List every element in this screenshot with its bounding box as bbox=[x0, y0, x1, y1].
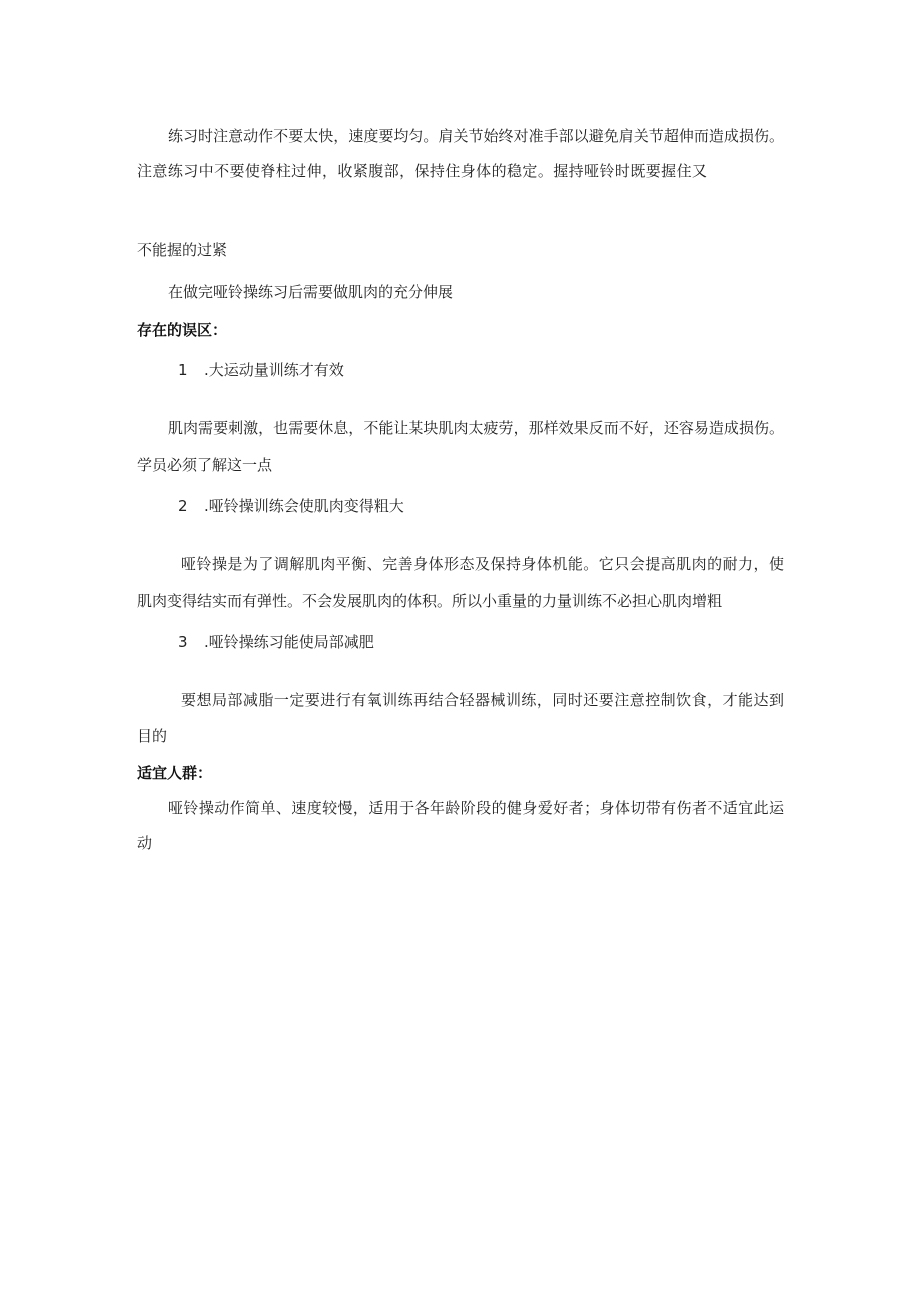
misconception-item-3-body-line-2: 目的 bbox=[137, 727, 168, 745]
list-title: .哑铃操练习能使局部减肥 bbox=[204, 633, 374, 651]
misconception-item-1-body-line-1: 肌肉需要刺激，也需要休息，不能让某块肌肉太疲劳，那样效果反而不好，还容易造成损伤。 bbox=[168, 419, 784, 437]
intro-paragraph-line-1: 练习时注意动作不要太快，速度要均匀。肩关节始终对准手部以避免肩关节超伸而造成损伤。 bbox=[168, 127, 784, 145]
misconception-item-2-title bbox=[178, 496, 404, 516]
misconception-item-2-body-line-1: 哑铃操是为了调解肌肉平衡、完善身体形态及保持身体机能。它只会提高肌肉的耐力，使 bbox=[181, 555, 784, 573]
misconception-item-2-body-line-2: 肌肉变得结实而有弹性。不会发展肌肉的体积。所以小重量的力量训练不必担心肌肉增粗 bbox=[137, 592, 723, 610]
misconception-item-1-body-line-2: 学员必须了解这一点 bbox=[137, 456, 273, 474]
audience-body-line-2: 动 bbox=[137, 834, 153, 852]
audience-body-line-1: 哑铃操动作简单、速度较慢，适用于各年龄阶段的健身爱好者；身体切带有伤者不适宜此运 bbox=[168, 799, 784, 817]
list-title: .哑铃操训练会使肌肉变得粗大 bbox=[204, 497, 404, 515]
list-number: 3 bbox=[178, 633, 188, 651]
list-title: .大运动量训练才有效 bbox=[204, 361, 344, 379]
misconception-item-3-title bbox=[178, 632, 374, 652]
intro-paragraph-line-2: 注意练习中不要使脊柱过伸，收紧腹部，保持住身体的稳定。握持哑铃时既要握住又 bbox=[137, 162, 707, 180]
misconception-item-3-body-line-1: 要想局部减脂一定要进行有氧训练再结合轻器械训练，同时还要注意控制饮食，才能达到 bbox=[181, 691, 784, 709]
intro-paragraph-line-3: 不能握的过紧 bbox=[137, 241, 228, 259]
audience-heading: 适宜人群： bbox=[137, 764, 213, 782]
list-number: 2 bbox=[178, 497, 188, 515]
misconceptions-heading: 存在的误区： bbox=[137, 321, 228, 339]
misconception-item-1-title bbox=[178, 360, 344, 380]
intro-note: 在做完哑铃操练习后需要做肌肉的充分伸展 bbox=[168, 283, 454, 301]
list-number: 1 bbox=[178, 361, 188, 379]
